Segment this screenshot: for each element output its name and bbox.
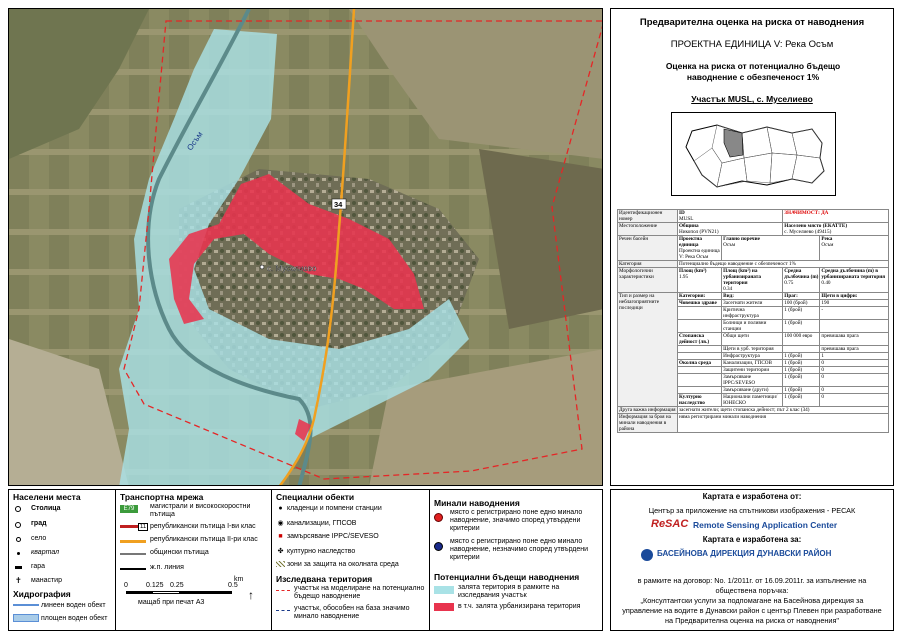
sewers-label: канализации, ГПСОВ xyxy=(286,520,357,527)
id-value: MUSL xyxy=(679,216,694,222)
capital-label: Столица xyxy=(31,505,61,512)
linear-water-label: линеен воден обект xyxy=(40,602,106,609)
municipal-label: общински пътища xyxy=(150,549,209,556)
satellite-map[interactable] xyxy=(9,9,603,486)
past-label: Информация за броя на минали наводнения в района xyxy=(618,414,678,433)
row-value: 1 xyxy=(820,353,889,360)
row-kind: Национални паметници/ЮНЕСКО xyxy=(722,394,783,407)
linear-water-icon xyxy=(13,604,39,606)
contract-line-4: управление на водите в Дунавски район с център Плевен при разработване xyxy=(622,606,882,615)
directorate-name: БАСЕЙНОВА ДИРЕКЦИЯ ДУНАВСКИ РАЙОН xyxy=(657,549,832,558)
river-value: Осъм xyxy=(821,242,834,248)
area-water-icon xyxy=(13,614,39,622)
row-value: превишава прага xyxy=(820,346,889,353)
row-category: Човешко здраве xyxy=(679,300,717,306)
quarter-icon xyxy=(17,552,20,555)
row-kind: Общи щети xyxy=(722,333,783,346)
resac-logo-text: ReSAC xyxy=(651,518,689,530)
resac-logo xyxy=(651,518,851,532)
id-label: Идентификационен номер xyxy=(618,210,678,223)
row-category: Околна среда xyxy=(679,360,711,366)
legend-floods xyxy=(429,490,603,630)
well-icon: ● xyxy=(278,505,283,512)
flooded-label: залята територия в рамките на изследвания участък xyxy=(458,584,560,599)
capital-icon xyxy=(15,506,21,512)
class2-label: републикански пътища II-ри клас xyxy=(150,536,258,543)
depth-key: Средна дълбочина (m) xyxy=(784,268,819,280)
attribute-table xyxy=(617,209,889,433)
contract-line-2: обществена поръчка: xyxy=(715,586,789,595)
settlements-title: Населени места xyxy=(13,492,81,502)
contract-line-1: в рамките на договор: No. 1/2011г. от 16.09.2011г. за изпълнение на xyxy=(637,576,867,585)
hydro-title: Хидрография xyxy=(13,589,71,599)
row-threshold: 1 (брой) xyxy=(783,360,820,367)
row-threshold xyxy=(783,346,820,353)
row-threshold: 1 (брой) xyxy=(783,394,820,407)
past-boundary-icon xyxy=(276,610,290,611)
row-kind: Инфраструктура xyxy=(722,353,783,360)
scale-tick-1: 0.125 xyxy=(146,582,164,589)
pu-key: Проектна единица xyxy=(679,236,702,248)
station-icon xyxy=(15,566,22,569)
scale-bar-graphic xyxy=(126,591,232,594)
scale-tick-2: 0.25 xyxy=(170,582,184,589)
main-value: Осъм xyxy=(723,242,736,248)
legend-panel xyxy=(8,489,603,631)
row-threshold: 100 000 евро xyxy=(783,333,820,346)
river-key: Река xyxy=(821,236,833,242)
area-key: Площ (km²) xyxy=(679,268,707,274)
info-subtitle: Оценка на риска от потенциално бъдещо наводнение с обезпеченост 1% xyxy=(665,61,841,82)
municipal-road-icon xyxy=(120,553,146,555)
row-value: превишава прага xyxy=(820,333,889,346)
row-value: 0 xyxy=(820,374,889,387)
category-value: Потенциално бъдещо наводнение с обезпеченост 1% xyxy=(678,261,889,268)
class1-label: републикански пътища I-ви клас xyxy=(150,523,256,530)
depth-value: 0.75 xyxy=(784,280,794,286)
row-threshold: 100 (брой) xyxy=(783,300,820,307)
past-value: няма регистрирани минали наводнения xyxy=(678,414,889,433)
village-legend-label: село xyxy=(31,535,47,542)
row-value: 0 xyxy=(820,367,889,374)
made-by-title: Картата е изработена от: xyxy=(702,492,802,501)
row-value: 190 xyxy=(820,300,889,307)
legend-special xyxy=(271,490,429,630)
rail-icon xyxy=(120,568,146,570)
map-panel[interactable] xyxy=(8,8,603,486)
udepth-key: Средна дълбочина (m) в урбанизираната територия xyxy=(821,268,886,280)
made-by-center: Център за приложение на спътникови изображения - РЕСАК xyxy=(648,506,856,515)
settlement-value: с. Муселиево (49415) xyxy=(784,229,832,235)
main-key: Главно поречие xyxy=(723,236,760,242)
row-value: 0 xyxy=(820,394,889,407)
project-unit: ПРОЕКТНА ЕДИНИЦА V: Река Осъм xyxy=(670,39,834,50)
urban-flooded-swatch xyxy=(434,603,454,611)
motorway-badge: E79 xyxy=(120,505,138,513)
protected-zone-icon xyxy=(276,561,285,567)
quarter-label: квартал xyxy=(31,549,60,556)
special-title: Специални обекти xyxy=(276,492,355,502)
scale-tick-3: 0.5 xyxy=(228,582,238,589)
town-icon xyxy=(15,522,21,528)
row-threshold: 1 (брой) xyxy=(783,374,820,387)
urban-key: Площ (km²) на урбанизираната територия xyxy=(723,268,761,286)
urban-value: 0.34 xyxy=(723,286,733,292)
legend-settlements xyxy=(13,490,115,630)
row-value: 0 xyxy=(820,387,889,394)
row-threshold: 1 (брой) xyxy=(783,307,820,320)
insignificant-flood-icon xyxy=(434,542,443,551)
road-label: 34 xyxy=(334,200,343,209)
motorway-label: магистрали и високоскоростни пътища xyxy=(150,503,251,518)
row-value: 0 xyxy=(820,360,889,367)
row-value: - xyxy=(820,307,889,320)
row-kind: Канализации, ГПСОВ xyxy=(722,360,783,367)
past-floods-title: Минали наводнения xyxy=(434,498,520,508)
other-label: Друга важна информация xyxy=(619,407,676,413)
section-title: Участък MUSL, с. Муселиево xyxy=(691,94,813,104)
studied-title: Изследвана територия xyxy=(276,574,373,584)
row-threshold: 1 (брой) xyxy=(783,387,820,394)
significant-flood-icon xyxy=(434,513,443,522)
village-icon xyxy=(16,537,21,542)
insignificant-flood-label: място с регистрирано поне едно минало наводнение, незначимо според утвърдени критерии xyxy=(450,538,589,561)
monastery-label: манастир xyxy=(31,577,62,584)
row-category: Културно наследство xyxy=(679,394,705,406)
directorate-logo xyxy=(641,548,871,562)
row-kind: Щети в урб. територия xyxy=(722,346,783,353)
culture-icon: ✤ xyxy=(277,548,284,555)
row-threshold: 1 (брой) xyxy=(783,353,820,360)
wells-label: кладенци и помпени станции xyxy=(286,505,382,512)
id-key: ID xyxy=(679,210,685,216)
morph-label: Морфологични характеристики xyxy=(618,268,678,293)
transport-title: Транспортна мрежа xyxy=(120,492,204,502)
directorate-emblem-icon xyxy=(641,549,653,561)
other-value: засегнати жители; щети стопанска дейност; път 2 клас (34) xyxy=(678,407,889,414)
info-panel xyxy=(610,8,894,486)
urban-flooded-label: в т.ч. залята урбанизирана територия xyxy=(458,603,581,610)
type-label: Тип и размер на неблагоприятните последици xyxy=(618,293,678,407)
row-kind: Замърсяване IPPC/SEVESO xyxy=(722,374,783,387)
credits-panel xyxy=(610,489,894,631)
info-title: Предварителна оценка на риска от наводнения xyxy=(639,17,865,28)
monastery-icon: ✝ xyxy=(15,576,22,585)
modeled-boundary-icon xyxy=(276,590,290,591)
header-threshold: Праг: xyxy=(784,293,798,299)
class2-line-icon xyxy=(120,540,146,543)
made-for-title: Картата е изработена за: xyxy=(702,535,802,544)
category-label: Категория xyxy=(618,261,678,268)
village-marker xyxy=(260,265,264,269)
contract-line-5: на Предварителна оценка на риска от наводнения" xyxy=(664,616,840,625)
location-label: Местоположение xyxy=(618,223,678,236)
udepth-value: 0.40 xyxy=(821,280,831,286)
locator-map xyxy=(671,112,836,196)
basin-label: Речен басейн xyxy=(618,236,678,261)
past-based-label: участък, обособен на база значимо минало наводнение xyxy=(294,605,410,620)
area-water-label: площен воден обект xyxy=(40,614,108,622)
header-kind: Вид: xyxy=(723,293,734,299)
row-threshold: 1 (брой) xyxy=(783,320,820,333)
row-category: Стопанска дейност (лв.) xyxy=(679,333,710,345)
municipality-value: Никопол (PVN21) xyxy=(679,229,719,235)
row-kind: Болници и поливни станции xyxy=(722,320,783,333)
legend-transport xyxy=(115,490,271,630)
rail-label: ж.п. линия xyxy=(150,564,184,571)
significance-flag: ЗНАЧИМОСТ: ДА xyxy=(783,210,889,223)
scale-unit: km xyxy=(234,576,244,583)
class1-badge: 11 xyxy=(140,524,147,530)
area-value: 1.95 xyxy=(679,274,689,280)
header-category: Категория: xyxy=(679,293,706,299)
ippc-label: замърсяване IPPC/SEVESO xyxy=(286,533,379,540)
attribute-table-wrapper xyxy=(617,209,889,433)
river-label: Осъм xyxy=(185,130,205,153)
protected-label: зони за защита на околната среда xyxy=(286,561,399,568)
scale-bar xyxy=(124,576,266,612)
header-damage: Щети в цифри: xyxy=(821,293,858,299)
row-threshold: 1 (брой) xyxy=(783,367,820,374)
culture-label: културно наследство xyxy=(286,548,356,555)
sewer-icon: ◉ xyxy=(277,520,284,527)
row-value xyxy=(820,320,889,333)
town-label: с. Муселиево xyxy=(267,264,317,273)
station-label: гара xyxy=(31,563,46,570)
scale-caption: мащаб при печат А3 xyxy=(138,599,205,606)
scale-tick-0: 0 xyxy=(124,582,128,589)
north-arrow-icon: ↑ xyxy=(248,588,254,602)
pu-value: Проектна единица V: Река Осъм xyxy=(679,248,720,260)
row-kind: Замърсяване (други) xyxy=(722,387,783,394)
potential-title: Потенциални бъдещи наводнения xyxy=(434,572,580,582)
resac-name: Remote Sensing Application Center xyxy=(693,520,838,530)
row-kind: Засегнати жители xyxy=(722,300,783,307)
ippc-icon: ■ xyxy=(278,533,283,540)
flooded-swatch xyxy=(434,586,454,594)
town-legend-label: град xyxy=(31,520,47,527)
significant-flood-label: място с регистрирано поне едно минало наводнение, значимо според утвърдени критерии xyxy=(450,509,583,532)
modeled-label: участък на моделиране на потенциално бъдещо наводнение xyxy=(294,585,425,600)
row-kind: Защитени територии xyxy=(722,367,783,374)
settlement-key: Населено място (ЕКАТТЕ) xyxy=(784,223,848,229)
municipality-key: Община xyxy=(679,223,699,229)
row-kind: Критична инфраструктура xyxy=(722,307,783,320)
contract-line-3: „Консултантски услуги за подпомагане на Басейнова дирекция за xyxy=(640,596,864,605)
